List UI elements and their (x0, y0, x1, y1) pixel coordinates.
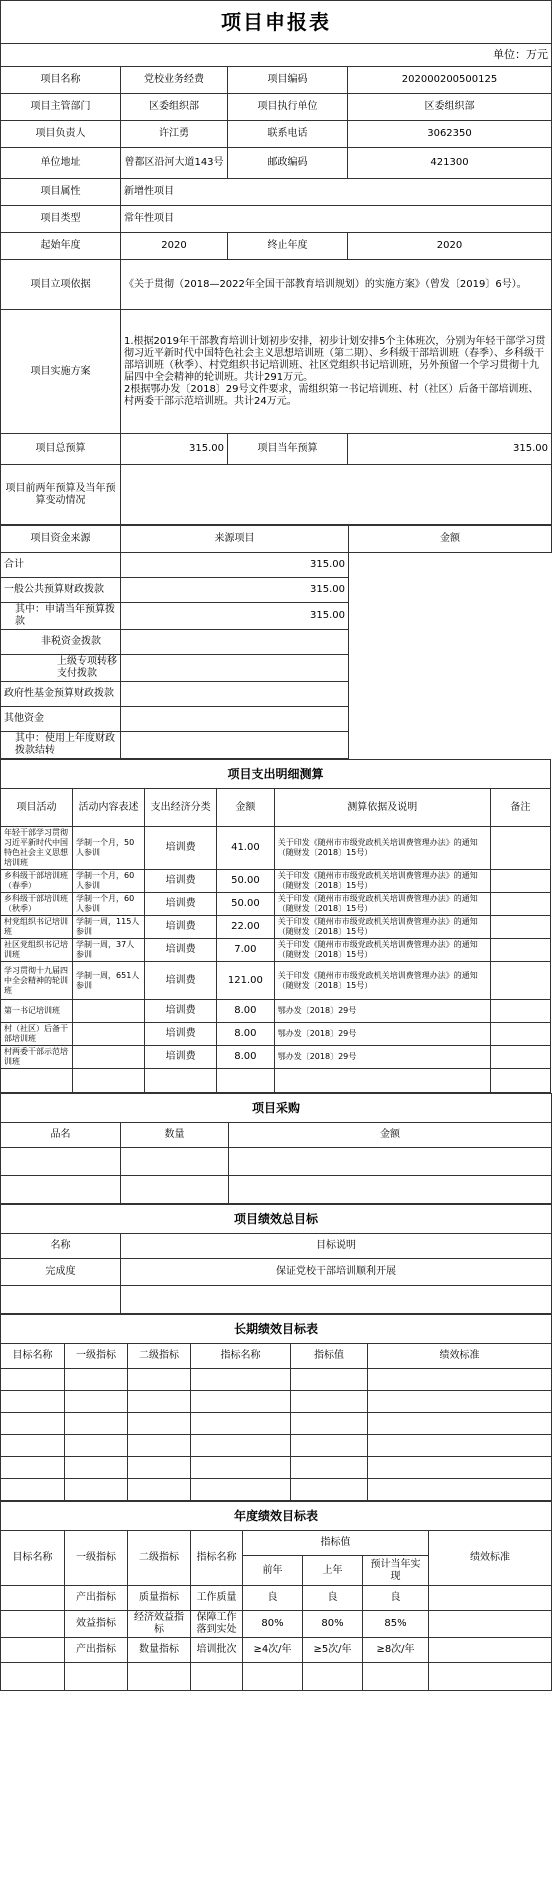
perf-total-header-name: 名称 (1, 1234, 121, 1259)
label-year-budget: 项目当年预算 (228, 434, 348, 465)
long-perf-table (0, 1314, 552, 1501)
annual-perf-l1: 产出指标 (65, 1638, 128, 1663)
long-perf-empty-cell (65, 1391, 128, 1413)
funding-source-name: 非税资金拨款 (1, 630, 121, 655)
long-perf-empty-cell (191, 1479, 291, 1501)
long-perf-empty-cell (368, 1457, 552, 1479)
long-perf-empty-cell (65, 1457, 128, 1479)
expense-activity: 村（社区）后备干部培训班 (1, 1023, 73, 1046)
value-plan (121, 310, 552, 434)
expense-empty-cell (274, 1069, 490, 1093)
long-perf-empty-cell (65, 1413, 128, 1435)
expense-header-amount: 金额 (217, 789, 275, 827)
long-perf-empty-cell (291, 1413, 368, 1435)
annual-perf-empty-cell (429, 1663, 552, 1691)
long-perf-header-value: 指标值 (291, 1344, 368, 1369)
long-perf-empty-cell (191, 1391, 291, 1413)
basic-info-table (0, 0, 552, 525)
long-perf-empty-cell (368, 1479, 552, 1501)
funding-row (1, 630, 552, 655)
long-perf-empty-cell (128, 1413, 191, 1435)
funding-source-amount: 315.00 (121, 578, 349, 603)
expense-content (73, 1023, 145, 1046)
funding-row (1, 707, 552, 732)
annual-perf-l2: 数量指标 (128, 1638, 191, 1663)
purchase-empty-cell (229, 1148, 552, 1176)
long-perf-empty-cell (291, 1391, 368, 1413)
expense-row (1, 827, 551, 870)
expense-note (490, 827, 550, 870)
long-perf-row (1, 1457, 552, 1479)
expense-header-activity: 项目活动 (1, 789, 73, 827)
plan-paragraph-2: 2根据鄂办发〔2018〕29号文件要求，需组织第一书记培训班、村（社区）后备干部培训班、村两委干部示范培训班。共计24万元。 (124, 383, 539, 407)
value-project-name: 党校业务经费 (121, 67, 228, 94)
expense-amount: 8.00 (217, 1023, 275, 1046)
funding-row (1, 682, 552, 707)
expense-row (1, 916, 551, 939)
expense-class: 培训费 (145, 1046, 217, 1069)
expense-empty-cell (217, 1069, 275, 1093)
long-perf-row (1, 1435, 552, 1457)
perf-total-row-name: 完成度 (1, 1259, 121, 1286)
long-perf-header-l2: 二级指标 (128, 1344, 191, 1369)
expense-amount: 121.00 (217, 962, 275, 1000)
expense-header-content: 活动内容表述 (73, 789, 145, 827)
value-start-year: 2020 (121, 233, 228, 260)
value-total-budget: 315.00 (121, 434, 228, 465)
long-perf-header-name: 指标名称 (191, 1344, 291, 1369)
long-perf-empty-cell (368, 1369, 552, 1391)
annual-perf-header-prev2: 前年 (243, 1556, 303, 1586)
expense-note (490, 916, 550, 939)
long-perf-empty-cell (291, 1457, 368, 1479)
funding-source-name: 上级专项转移支付拨款 (1, 655, 121, 682)
plan-paragraph-1: 1.根据2019年干部教育培训计划初步安排，初步计划安排5个主体班次，分别为年轻干部学习贯彻习近平新时代中国特色社会主义思想培训班（第二期）、乡科级干部培训班（春季）、乡科级干部培训班（秋季）、村党组织书记培训班、社区党组织书记培训班，另外预留一个学习贯彻十九届四中全会精神的轮训班。共计291万元。 (124, 335, 546, 383)
purchase-section-title: 项目采购 (1, 1094, 552, 1123)
value-address: 曾都区沿河大道143号 (121, 148, 228, 179)
long-perf-empty-cell (128, 1391, 191, 1413)
long-perf-empty-cell (191, 1457, 291, 1479)
value-budget-change (121, 465, 552, 525)
label-dept: 项目主管部门 (1, 94, 121, 121)
expense-activity: 乡科级干部培训班（秋季） (1, 893, 73, 916)
expense-header-class: 支出经济分类 (145, 789, 217, 827)
expense-empty-cell (145, 1069, 217, 1093)
label-project-name: 项目名称 (1, 67, 121, 94)
perf-total-row-desc: 保证党校干部培训顺利开展 (121, 1259, 552, 1286)
annual-perf-std (429, 1638, 552, 1663)
funding-source-header: 来源项目 (121, 526, 349, 553)
expense-activity: 年轻干部学习贯彻习近平新时代中国特色社会主义思想培训班 (1, 827, 73, 870)
expense-activity: 村党组织书记培训班 (1, 916, 73, 939)
annual-perf-empty-cell (1, 1663, 65, 1691)
funding-row (1, 732, 552, 759)
funding-source-amount (121, 655, 349, 682)
long-perf-row (1, 1391, 552, 1413)
expense-row (1, 1023, 551, 1046)
expense-amount: 7.00 (217, 939, 275, 962)
long-perf-empty-cell (1, 1391, 65, 1413)
annual-perf-header-value: 指标值 (243, 1531, 429, 1556)
funding-row (1, 578, 552, 603)
annual-perf-row (1, 1611, 552, 1638)
funding-source-name: 其他资金 (1, 707, 121, 732)
expense-amount: 8.00 (217, 1000, 275, 1023)
annual-perf-std (429, 1611, 552, 1638)
expense-class: 培训费 (145, 870, 217, 893)
expense-row (1, 962, 551, 1000)
annual-perf-prev2: 80% (243, 1611, 303, 1638)
expense-content: 学制一个月，50人参训 (73, 827, 145, 870)
expense-basis: 关于印发《随州市市级党政机关培训费管理办法》的通知（随财发〔2018〕15号） (274, 870, 490, 893)
annual-perf-table (0, 1501, 552, 1691)
annual-perf-empty-cell (303, 1663, 363, 1691)
label-exec: 项目执行单位 (228, 94, 348, 121)
perf-total-section-title: 项目绩效总目标 (1, 1205, 552, 1234)
long-perf-empty-cell (1, 1479, 65, 1501)
value-basis: 《关于贯彻（2018—2022年全国干部教育培训规划）的实施方案》（曾发〔2019〕6号）。 (121, 260, 552, 310)
annual-perf-row (1, 1586, 552, 1611)
long-perf-empty-cell (191, 1435, 291, 1457)
expense-row (1, 1046, 551, 1069)
purchase-table (0, 1093, 552, 1204)
purchase-empty-cell (1, 1148, 121, 1176)
annual-perf-cur: 85% (363, 1611, 429, 1638)
expense-amount: 50.00 (217, 893, 275, 916)
expense-rows (1, 827, 551, 1069)
expense-amount: 41.00 (217, 827, 275, 870)
funding-source-name: 合计 (1, 553, 121, 578)
label-attr: 项目属性 (1, 179, 121, 206)
expense-class: 培训费 (145, 939, 217, 962)
annual-perf-empty-cell (243, 1663, 303, 1691)
annual-perf-prev: ≥5次/年 (303, 1638, 363, 1663)
expense-note (490, 1023, 550, 1046)
annual-perf-header-std: 绩效标准 (429, 1531, 552, 1586)
annual-perf-l1: 产出指标 (65, 1586, 128, 1611)
annual-perf-target (1, 1586, 65, 1611)
value-type: 常年性项目 (121, 206, 552, 233)
value-year-budget: 315.00 (348, 434, 552, 465)
value-attr: 新增性项目 (121, 179, 552, 206)
expense-row (1, 870, 551, 893)
page-title: 项目申报表 (1, 1, 552, 44)
annual-perf-header-l1: 一级指标 (65, 1531, 128, 1586)
long-perf-row (1, 1479, 552, 1501)
purchase-header-amount: 金额 (229, 1123, 552, 1148)
long-perf-empty-cell (65, 1435, 128, 1457)
expense-content: 学制一周，115人参训 (73, 916, 145, 939)
annual-perf-target (1, 1638, 65, 1663)
expense-content: 学制一周，651人参训 (73, 962, 145, 1000)
long-perf-empty-cell (191, 1413, 291, 1435)
long-perf-rows (1, 1369, 552, 1501)
label-plan: 项目实施方案 (1, 310, 121, 434)
expense-class: 培训费 (145, 1000, 217, 1023)
label-type: 项目类型 (1, 206, 121, 233)
funding-source-amount (121, 732, 349, 759)
long-perf-empty-cell (1, 1413, 65, 1435)
long-perf-empty-cell (291, 1435, 368, 1457)
long-perf-row (1, 1413, 552, 1435)
value-exec: 区委组织部 (348, 94, 552, 121)
expense-row (1, 893, 551, 916)
expense-note (490, 1000, 550, 1023)
value-phone: 3062350 (348, 121, 552, 148)
expense-section-title: 项目支出明细测算 (1, 760, 551, 789)
expense-amount: 50.00 (217, 870, 275, 893)
purchase-empty-cell (121, 1176, 229, 1204)
annual-perf-empty-cell (363, 1663, 429, 1691)
expense-note (490, 1046, 550, 1069)
long-perf-empty-cell (128, 1369, 191, 1391)
expense-basis: 鄂办发〔2018〕29号 (274, 1023, 490, 1046)
annual-perf-header-target: 目标名称 (1, 1531, 65, 1586)
annual-perf-empty-cell (128, 1663, 191, 1691)
label-zip: 邮政编码 (228, 148, 348, 179)
expense-header-note: 备注 (490, 789, 550, 827)
expense-row (1, 939, 551, 962)
expense-amount: 8.00 (217, 1046, 275, 1069)
label-end-year: 终止年度 (228, 233, 348, 260)
expense-activity: 村两委干部示范培训班 (1, 1046, 73, 1069)
annual-perf-name: 工作质量 (191, 1586, 243, 1611)
value-end-year: 2020 (348, 233, 552, 260)
expense-empty-cell (490, 1069, 550, 1093)
purchase-empty-cell (121, 1148, 229, 1176)
funding-source-name: 其中：使用上年度财政拨款结转 (1, 732, 121, 759)
funding-source-amount (121, 682, 349, 707)
expense-activity: 社区党组织书记培训班 (1, 939, 73, 962)
expense-amount: 22.00 (217, 916, 275, 939)
expense-note (490, 870, 550, 893)
annual-perf-name: 培训批次 (191, 1638, 243, 1663)
expense-activity: 学习贯彻十九届四中全会精神的轮训班 (1, 962, 73, 1000)
long-perf-header-target: 目标名称 (1, 1344, 65, 1369)
long-perf-empty-cell (291, 1479, 368, 1501)
unit-label: 单位：万元 (1, 44, 552, 67)
long-perf-empty-cell (368, 1435, 552, 1457)
label-address: 单位地址 (1, 148, 121, 179)
annual-perf-l2: 质量指标 (128, 1586, 191, 1611)
funding-row (1, 553, 552, 578)
expense-class: 培训费 (145, 962, 217, 1000)
expense-basis: 关于印发《随州市市级党政机关培训费管理办法》的通知（随财发〔2018〕15号） (274, 893, 490, 916)
purchase-header-qty: 数量 (121, 1123, 229, 1148)
annual-perf-header-name: 指标名称 (191, 1531, 243, 1586)
annual-perf-rows (1, 1586, 552, 1663)
perf-total-empty-cell (121, 1286, 552, 1314)
annual-perf-prev2: 良 (243, 1586, 303, 1611)
funding-row (1, 655, 552, 682)
value-zip: 421300 (348, 148, 552, 179)
annual-perf-header-prev: 上年 (303, 1556, 363, 1586)
expense-class: 培训费 (145, 827, 217, 870)
funding-table (0, 525, 552, 759)
annual-perf-empty-cell (65, 1663, 128, 1691)
annual-perf-target (1, 1611, 65, 1638)
annual-perf-cur: ≥8次/年 (363, 1638, 429, 1663)
long-perf-header-std: 绩效标准 (368, 1344, 552, 1369)
expense-class: 培训费 (145, 916, 217, 939)
expense-row (1, 1000, 551, 1023)
label-phone: 联系电话 (228, 121, 348, 148)
expense-content: 学制一个月，60人参训 (73, 870, 145, 893)
funding-amount-header: 金额 (349, 526, 552, 553)
purchase-empty-cell (1, 1176, 121, 1204)
expense-content: 学制一周，37人参训 (73, 939, 145, 962)
annual-perf-header-cur: 预计当年实现 (363, 1556, 429, 1586)
annual-perf-l1: 效益指标 (65, 1611, 128, 1638)
expense-content (73, 1046, 145, 1069)
annual-perf-prev: 良 (303, 1586, 363, 1611)
expense-header-basis: 测算依据及说明 (274, 789, 490, 827)
expense-activity: 乡科级干部培训班（春季） (1, 870, 73, 893)
long-perf-header-l1: 一级指标 (65, 1344, 128, 1369)
expense-class: 培训费 (145, 893, 217, 916)
purchase-header-name: 品名 (1, 1123, 121, 1148)
funding-source-name: 政府性基金预算财政拨款 (1, 682, 121, 707)
long-perf-empty-cell (191, 1369, 291, 1391)
label-project-code: 项目编码 (228, 67, 348, 94)
expense-basis: 鄂办发〔2018〕29号 (274, 1046, 490, 1069)
expense-note (490, 939, 550, 962)
funding-source-amount: 315.00 (121, 553, 349, 578)
long-perf-empty-cell (1, 1369, 65, 1391)
expense-note (490, 962, 550, 1000)
expense-activity: 第一书记培训班 (1, 1000, 73, 1023)
long-perf-section-title: 长期绩效目标表 (1, 1315, 552, 1344)
long-perf-empty-cell (1, 1457, 65, 1479)
expense-basis: 关于印发《随州市市级党政机关培训费管理办法》的通知（随财发〔2018〕15号） (274, 916, 490, 939)
perf-total-table (0, 1204, 552, 1314)
long-perf-empty-cell (291, 1369, 368, 1391)
annual-perf-name: 保障工作落到实处 (191, 1611, 243, 1638)
expense-empty-cell (1, 1069, 73, 1093)
label-basis: 项目立项依据 (1, 260, 121, 310)
expense-basis: 关于印发《随州市市级党政机关培训费管理办法》的通知（随财发〔2018〕15号） (274, 962, 490, 1000)
annual-perf-l2: 经济效益指标 (128, 1611, 191, 1638)
label-funding-source: 项目资金来源 (1, 526, 121, 553)
annual-perf-empty-cell (191, 1663, 243, 1691)
annual-perf-row (1, 1638, 552, 1663)
perf-total-empty-cell (1, 1286, 121, 1314)
expense-content (73, 1000, 145, 1023)
label-start-year: 起始年度 (1, 233, 121, 260)
value-dept: 区委组织部 (121, 94, 228, 121)
value-leader: 许江勇 (121, 121, 228, 148)
annual-perf-std (429, 1586, 552, 1611)
long-perf-row (1, 1369, 552, 1391)
expense-basis: 鄂办发〔2018〕29号 (274, 1000, 490, 1023)
purchase-empty-cell (229, 1176, 552, 1204)
expense-note (490, 893, 550, 916)
long-perf-empty-cell (128, 1457, 191, 1479)
expense-table (0, 759, 551, 1093)
long-perf-empty-cell (128, 1435, 191, 1457)
perf-total-header-desc: 目标说明 (121, 1234, 552, 1259)
expense-content: 学制一个月，60人参训 (73, 893, 145, 916)
funding-source-amount: 315.00 (121, 603, 349, 630)
annual-perf-prev2: ≥4次/年 (243, 1638, 303, 1663)
label-leader: 项目负责人 (1, 121, 121, 148)
annual-perf-header-l2: 二级指标 (128, 1531, 191, 1586)
value-project-code: 202000200500125 (348, 67, 552, 94)
funding-source-amount (121, 707, 349, 732)
long-perf-empty-cell (368, 1413, 552, 1435)
long-perf-empty-cell (65, 1369, 128, 1391)
long-perf-empty-cell (65, 1479, 128, 1501)
long-perf-empty-cell (128, 1479, 191, 1501)
funding-row (1, 603, 552, 630)
funding-source-name: 一般公共预算财政拨款 (1, 578, 121, 603)
funding-source-name: 其中：申请当年预算拨款 (1, 603, 121, 630)
expense-class: 培训费 (145, 1023, 217, 1046)
label-budget-change: 项目前两年预算及当年预算变动情况 (1, 465, 121, 525)
expense-basis: 关于印发《随州市市级党政机关培训费管理办法》的通知（随财发〔2018〕15号） (274, 939, 490, 962)
long-perf-empty-cell (368, 1391, 552, 1413)
expense-empty-cell (73, 1069, 145, 1093)
annual-perf-section-title: 年度绩效目标表 (1, 1502, 552, 1531)
annual-perf-cur: 良 (363, 1586, 429, 1611)
long-perf-empty-cell (1, 1435, 65, 1457)
label-total-budget: 项目总预算 (1, 434, 121, 465)
funding-source-amount (121, 630, 349, 655)
expense-basis: 关于印发《随州市市级党政机关培训费管理办法》的通知（随财发〔2018〕15号） (274, 827, 490, 870)
annual-perf-prev: 80% (303, 1611, 363, 1638)
